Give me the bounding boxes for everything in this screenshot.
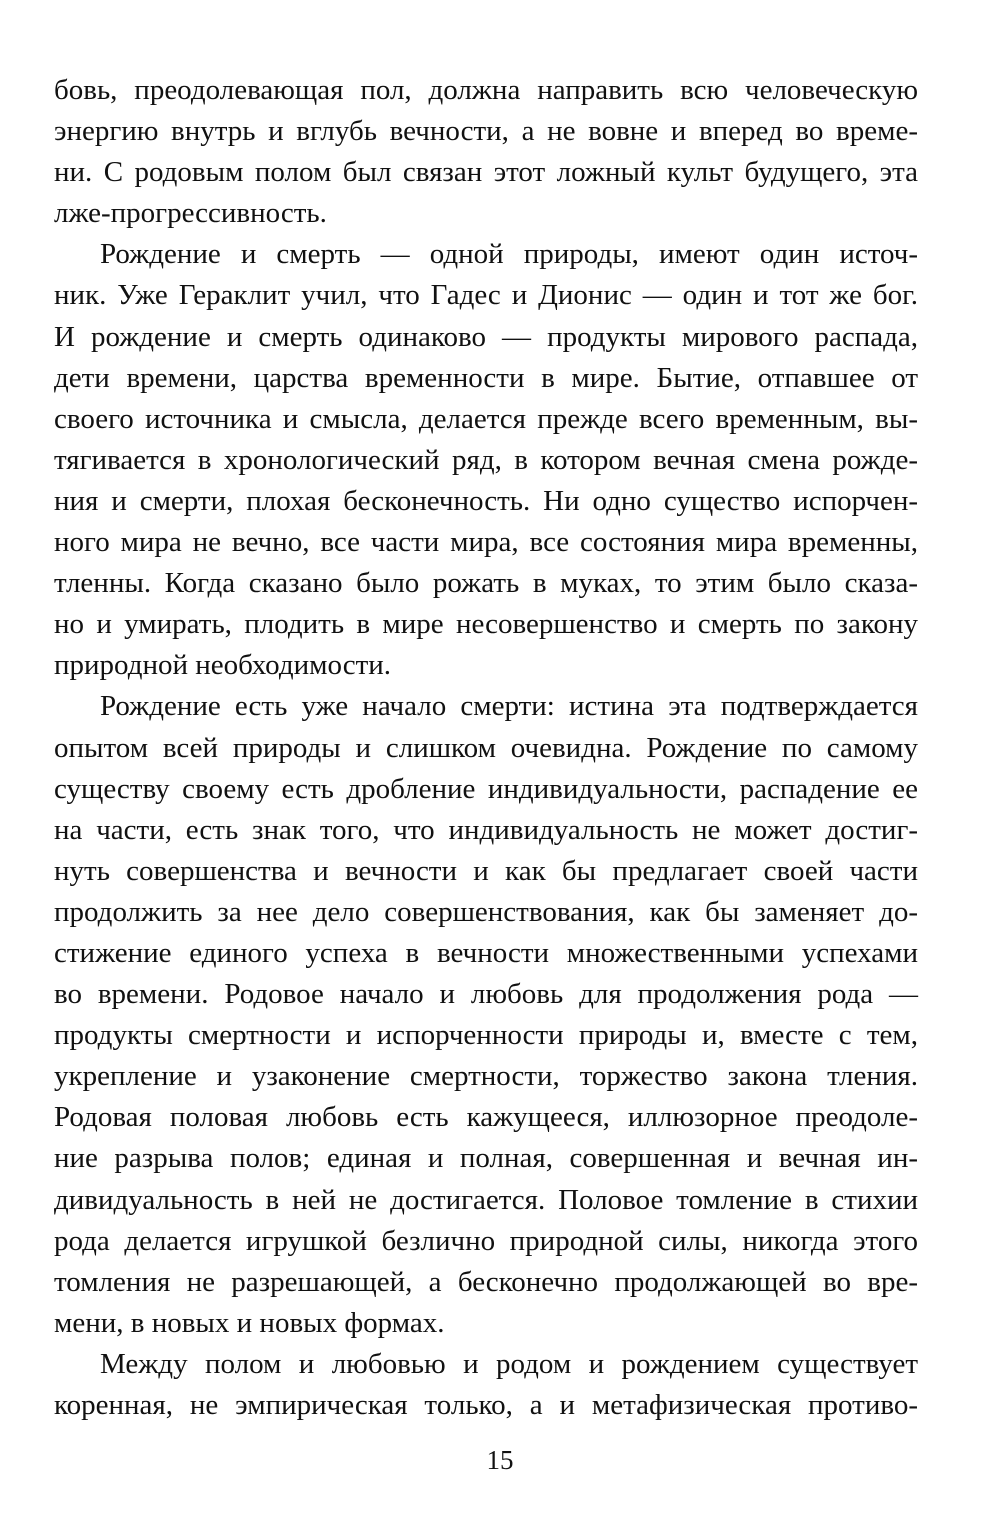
text-line: дивидуальность в ней не достигается. Половое томление в стихии [54, 1183, 918, 1216]
text-line: во времени. Родовое начало и любовь для продолжения рода — [54, 978, 918, 1011]
text-line: ни. С родовым полом был связан этот ложный культ будущего, эта [54, 156, 918, 189]
text-line: продукты смертности и испорченности природы и, вместе с тем, [54, 1019, 918, 1052]
paragraph-4 [54, 1344, 918, 1426]
text-line: Рождение есть уже начало смерти: истина эта подтверждается [100, 690, 918, 723]
text-line: укрепление и узаконение смертности, торжество закона тления. [54, 1060, 918, 1093]
text-line: стижение единого успеха в вечности множественными успехами [54, 936, 918, 969]
paragraph-2 [54, 234, 918, 686]
text-line: томления не разрешающей, а бесконечно продолжающей во вре- [54, 1265, 918, 1298]
text-line: ного мира не вечно, все части мира, все состояния мира временны, [54, 526, 918, 559]
paragraph-3 [54, 686, 918, 1344]
text-line: ник. Уже Гераклит учил, что Гадес и Дионис — один и тот же бог. [54, 279, 918, 312]
text-line: дети времени, царства временности в мире. Бытие, отпавшее от [54, 361, 918, 394]
page-body [54, 70, 918, 1426]
text-line: продолжить за нее дело совершенствования, как бы заменяет до- [54, 895, 918, 928]
text-line: опытом всей природы и слишком очевидна. Рождение по самому [54, 731, 918, 764]
text-line: лже-прогрессивность. [54, 197, 327, 230]
text-line: бовь, преодолевающая пол, должна направить всю человеческую [54, 74, 918, 106]
text-line: Между полом и любовью и родом и рождением существует [100, 1347, 918, 1380]
text-line: энергию внутрь и вглубь вечности, а не вовне и вперед во време- [54, 115, 918, 148]
text-line: рода делается игрушкой безлично природной силы, никогда этого [54, 1224, 918, 1257]
text-line: Родовая половая любовь есть кажущееся, иллюзорное преодоле- [54, 1101, 918, 1134]
text-line: на части, есть знак того, что индивидуальность не может достиг- [54, 813, 918, 846]
text-line: природной необходимости. [54, 649, 392, 682]
text-line: но и умирать, плодить в мире несовершенство и смерть по закону [54, 608, 918, 641]
text-line: своего источника и смысла, делается прежде всего временным, вы- [54, 402, 918, 435]
text-line: нуть совершенства и вечности и как бы предлагает своей части [54, 854, 918, 887]
text-line: ние разрыва полов; единая и полная, совершенная и вечная ин- [54, 1142, 918, 1175]
text-line: существу своему есть дробление индивидуальности, распадение ее [54, 772, 918, 805]
text-line: коренная, не эмпирическая только, а и метафизическая противо- [54, 1389, 918, 1421]
text-line: И рождение и смерть одинаково — продукты мирового распада, [54, 320, 918, 353]
page-number: 15 [486, 1445, 514, 1475]
text-line: мени, в новых и новых формах. [54, 1306, 445, 1339]
text-line: тягивается в хронологический ряд, в котором вечная смена рожде- [54, 443, 918, 476]
text-line: Рождение и смерть — одной природы, имеют один источ- [100, 238, 918, 271]
text-line: ния и смерти, плохая бесконечность. Ни одно существо испорчен- [54, 484, 918, 517]
text-line: тленны. Когда сказано было рожать в муках, то этим было сказа- [54, 567, 918, 600]
paragraph-1-continuation [54, 70, 918, 234]
